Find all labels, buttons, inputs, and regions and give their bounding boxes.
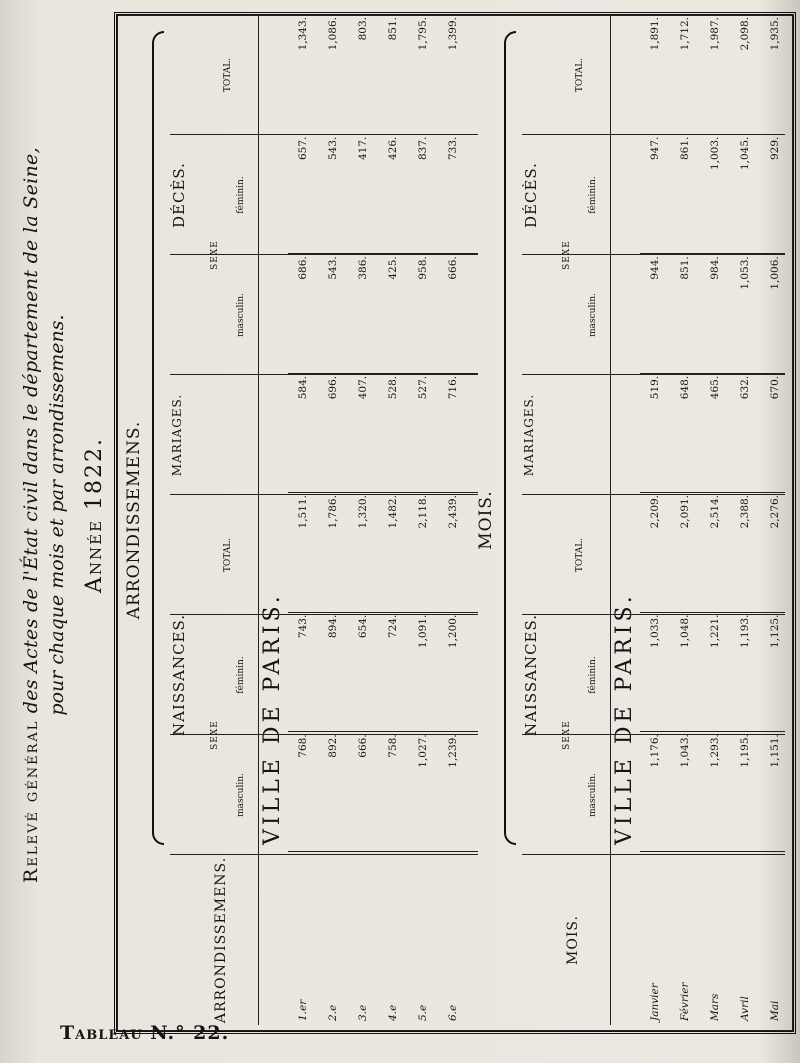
table-caption: Tableau N.° 22.	[60, 1022, 230, 1044]
cell-n_t: 2,276.	[760, 492, 785, 612]
cell-d_f: 947.	[640, 134, 670, 254]
cell-d_t: 1,343.	[288, 15, 318, 134]
cell-d_f: 417.	[348, 134, 378, 254]
data-table	[640, 15, 785, 1025]
header-rule	[258, 15, 259, 1025]
naissances-feminin-label: féminin.	[588, 656, 598, 694]
cell-mar: 407.	[348, 373, 378, 492]
naissances-feminin-label: féminin.	[236, 656, 246, 694]
row-label: 5.e	[417, 1004, 429, 1021]
cell-mar: 670.	[760, 373, 785, 492]
row-label: Mai	[769, 1000, 781, 1021]
cell-n_t: 1,320.	[348, 493, 378, 613]
cell-mar: 519.	[640, 373, 670, 492]
row-label: 3.e	[357, 1004, 369, 1021]
cell-d_t: 1,086.	[318, 15, 348, 134]
cell-n_m: 1,195.	[730, 732, 760, 852]
cell-n_f: 1,125.	[760, 612, 785, 732]
cell-d_f: 733.	[438, 134, 468, 254]
naissances-masculin-label: masculin.	[236, 773, 246, 817]
table-row	[378, 15, 408, 1025]
mariages-header: MARIAGES.	[170, 393, 184, 477]
cell-n_f: 654.	[348, 612, 378, 732]
cell-d_f: 837.	[408, 134, 438, 254]
cell-n_m: 1,151.	[760, 732, 785, 852]
city-heading: VILLE DE PARIS.	[612, 592, 637, 845]
cell-mar: 528.	[378, 373, 408, 492]
cell-d_m: 984.	[700, 254, 730, 374]
cell-d_m: 543.	[318, 254, 348, 374]
table-row	[640, 15, 670, 1025]
header-rule	[610, 15, 611, 1025]
cell-d_f: 543.	[318, 134, 348, 254]
cell-d_m: 425.	[378, 254, 408, 374]
rotated-panel-content	[470, 15, 785, 1025]
cell-n_m: 758.	[378, 732, 408, 852]
cell-n_m: 666.	[348, 732, 378, 852]
cell-mar: 648.	[670, 373, 700, 492]
row-label: Avril	[739, 996, 751, 1021]
table-row	[348, 15, 378, 1025]
cell-n_f: 1,033.	[640, 612, 670, 732]
cell-d_t: 803.	[348, 15, 378, 134]
cell-n_f: 1,048.	[670, 612, 700, 732]
deces-total-label: TOTAL.	[575, 57, 585, 93]
cell-d_m: 958.	[408, 254, 438, 374]
panel-arrondissements	[118, 15, 478, 1025]
cell-n_m: 1,043.	[670, 732, 700, 852]
cell-d_t: 2,098.	[730, 15, 760, 134]
cell-d_f: 1,045.	[730, 134, 760, 254]
data-table	[288, 15, 478, 1025]
cell-n_f: 1,193.	[730, 612, 760, 732]
deces-masculin-label: masculin.	[236, 293, 246, 337]
cell-n_f: 724.	[378, 612, 408, 732]
row-header: MOIS.	[565, 915, 581, 965]
deces-masculin-label: masculin.	[588, 293, 598, 337]
cell-n_t: 2,388.	[730, 492, 760, 612]
cell-mar: 527.	[408, 373, 438, 492]
table-row	[288, 15, 318, 1025]
deces-feminin-label: féminin.	[236, 176, 246, 214]
cell-d_t: 1,987.	[700, 15, 730, 134]
cell-mar: 584.	[288, 373, 318, 492]
cell-d_m: 1,006.	[760, 254, 785, 374]
row-label: 4.e	[387, 1004, 399, 1021]
cell-n_t: 2,439.	[438, 493, 468, 613]
cell-d_f: 861.	[670, 134, 700, 254]
cell-d_m: 851.	[670, 254, 700, 374]
table-row	[318, 15, 348, 1025]
group-title: MOIS.	[476, 490, 496, 550]
cell-n_m: 1,293.	[700, 732, 730, 852]
table-row	[670, 15, 700, 1025]
table-row	[438, 15, 468, 1025]
cell-mar: 632.	[730, 373, 760, 492]
cell-n_m: 892.	[318, 732, 348, 852]
cell-d_t: 1,399.	[438, 15, 468, 134]
table-row	[730, 15, 760, 1025]
mariages-header: MARIAGES.	[522, 393, 536, 477]
group-bracket	[504, 31, 516, 845]
cell-n_m: 1,239.	[438, 732, 468, 852]
cell-mar: 465.	[700, 373, 730, 492]
row-label: 2.e	[327, 1004, 339, 1021]
cell-d_m: 666.	[438, 254, 468, 374]
row-label: Mars	[709, 993, 721, 1021]
table-row	[700, 15, 730, 1025]
naissances-total-label: TOTAL.	[575, 537, 585, 573]
cell-mar: 716.	[438, 373, 468, 492]
cell-n_t: 1,511.	[288, 493, 318, 613]
deces-total-label: TOTAL.	[223, 57, 233, 93]
deces-header: DÉCÈS.	[522, 162, 540, 228]
cell-d_f: 657.	[288, 134, 318, 254]
naissances-masculin-label: masculin.	[588, 773, 598, 817]
group-bracket	[152, 31, 164, 845]
row-label: Janvier	[649, 983, 661, 1021]
cell-d_m: 386.	[348, 254, 378, 374]
cell-n_t: 2,209.	[640, 492, 670, 612]
cell-n_t: 2,091.	[670, 492, 700, 612]
deces-header: DÉCÈS.	[170, 162, 188, 228]
cell-d_m: 944.	[640, 254, 670, 374]
cell-mar: 696.	[318, 373, 348, 492]
cell-n_m: 1,176.	[640, 732, 670, 852]
cell-n_t: 1,482.	[378, 493, 408, 613]
cell-n_f: 1,200.	[438, 612, 468, 732]
cell-d_f: 1,003.	[700, 134, 730, 254]
cell-d_m: 686.	[288, 254, 318, 374]
cell-d_f: 426.	[378, 134, 408, 254]
cell-n_t: 1,786.	[318, 493, 348, 613]
row-label: Février	[679, 982, 691, 1021]
cell-d_m: 1,053.	[730, 254, 760, 374]
deces-feminin-label: féminin.	[588, 176, 598, 214]
cell-n_f: 743.	[288, 612, 318, 732]
deces-sexe-label: SEXE	[210, 240, 220, 270]
table-row	[760, 15, 785, 1025]
cell-n_t: 2,514.	[700, 492, 730, 612]
rotated-panel-content	[118, 15, 478, 1025]
cell-d_t: 851.	[378, 15, 408, 134]
cell-d_t: 1,891.	[640, 15, 670, 134]
year-heading: Année 1822.	[82, 437, 107, 594]
cell-n_f: 1,221.	[700, 612, 730, 732]
panel-mois	[470, 15, 785, 1025]
cell-d_f: 929.	[760, 134, 785, 254]
row-header: ARRONDISSEMENS.	[213, 856, 229, 1024]
group-title: ARRONDISSEMENS.	[124, 420, 144, 620]
row-label: 6.e	[447, 1004, 459, 1021]
naissances-total-label: TOTAL.	[223, 537, 233, 573]
naissances-header: NAISSANCES.	[170, 613, 188, 737]
table-row	[408, 15, 438, 1025]
cell-n_f: 1,091.	[408, 612, 438, 732]
cell-n_m: 768.	[288, 732, 318, 852]
naissances-sexe-label: SEXE	[562, 720, 572, 750]
page-subtitle: pour chaque mois et par arrondissemens.	[46, 314, 68, 716]
cell-d_t: 1,712.	[670, 15, 700, 134]
naissances-sexe-label: SEXE	[210, 720, 220, 750]
city-heading: VILLE DE PARIS.	[260, 592, 285, 845]
cell-n_m: 1,027.	[408, 732, 438, 852]
row-label: 1.er	[297, 999, 309, 1021]
cell-d_t: 1,935.	[760, 15, 785, 134]
cell-d_t: 1,795.	[408, 15, 438, 134]
cell-n_f: 894.	[318, 612, 348, 732]
deces-sexe-label: SEXE	[562, 240, 572, 270]
page-title: Relevé général des Actes de l'État civil dans le département de la Seine,	[20, 147, 42, 883]
naissances-header: NAISSANCES.	[522, 613, 540, 737]
cell-n_t: 2,118.	[408, 493, 438, 613]
